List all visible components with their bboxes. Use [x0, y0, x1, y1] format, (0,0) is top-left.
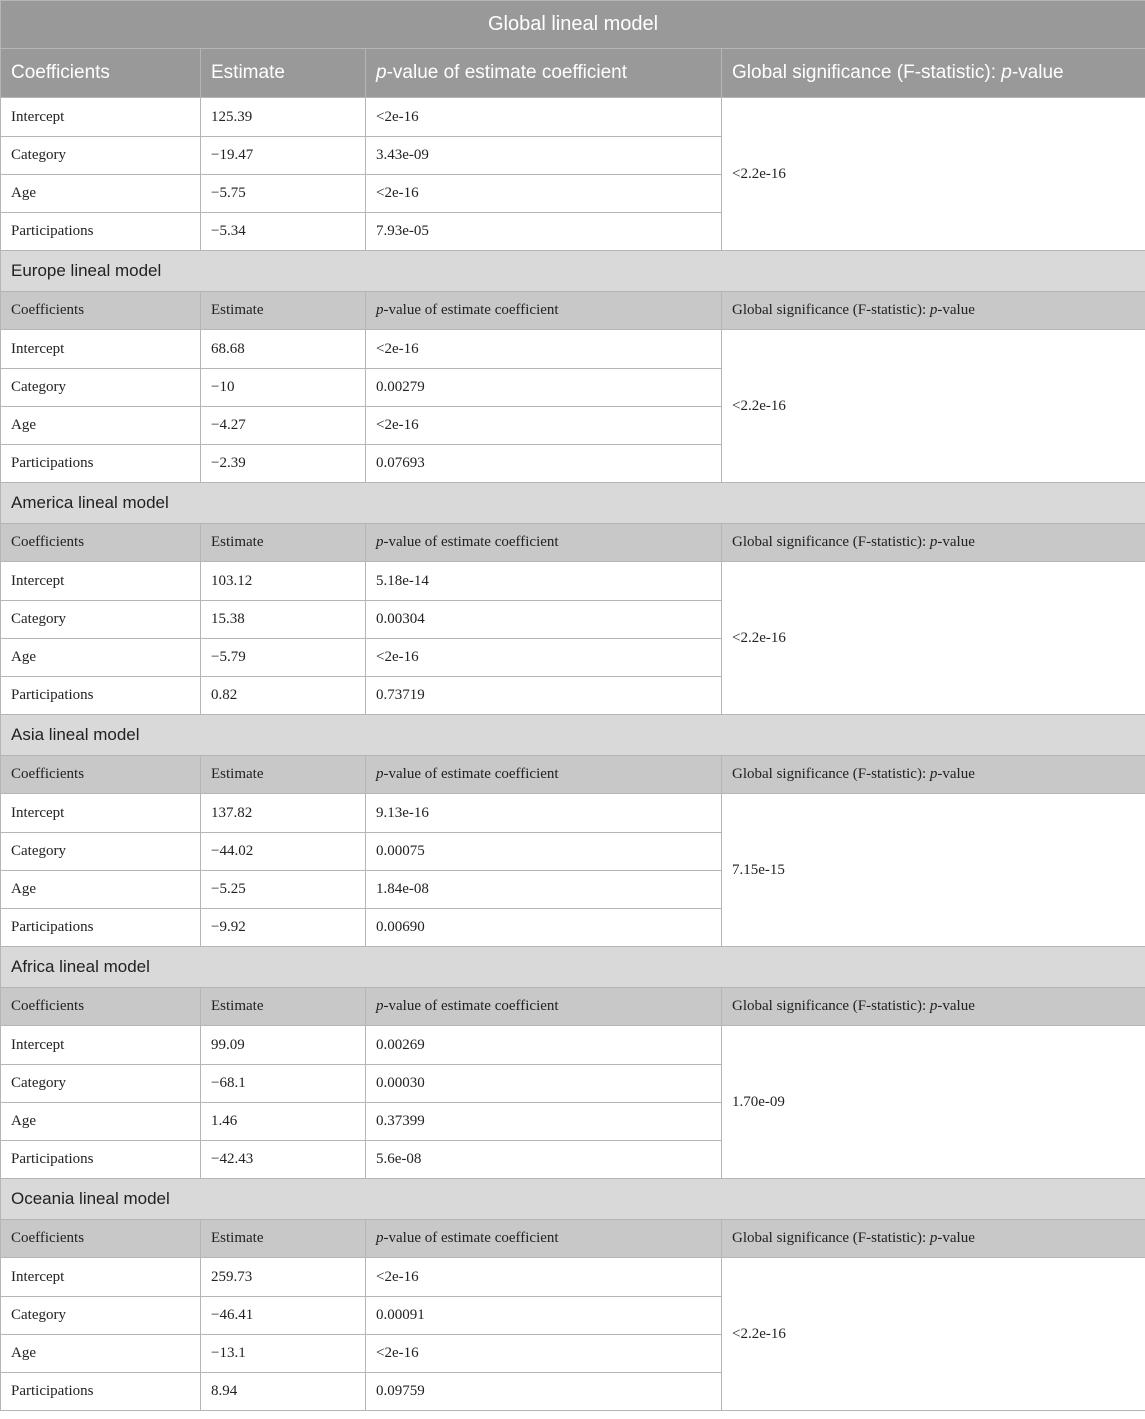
cell-pvalue: 1.84e-08: [366, 871, 722, 909]
section-title: Africa lineal model: [1, 947, 1145, 988]
header-pvalue: [366, 988, 722, 1026]
cell-coefficient: Participations: [1, 1373, 201, 1411]
header-coefficients: Coefficients: [1, 524, 201, 562]
header-pvalue-text: -value of estimate coefficient: [383, 534, 559, 550]
header-pvalue: [366, 1220, 722, 1258]
cell-coefficient: Age: [1, 1103, 201, 1141]
header-coefficients: Coefficients: [1, 988, 201, 1026]
header-global-p: p: [929, 766, 938, 782]
column-header-row: [1, 524, 1145, 562]
cell-coefficient: Category: [1, 833, 201, 871]
header-estimate: Estimate: [201, 988, 366, 1026]
cell-coefficient: Intercept: [1, 330, 201, 369]
cell-coefficient: Participations: [1, 677, 201, 715]
cell-estimate: −5.34: [201, 213, 366, 251]
cell-global-pvalue: <2.2e-16: [722, 98, 1145, 251]
header-pvalue-text: -value of estimate coefficient: [383, 302, 559, 318]
header-global-suffix: -value: [937, 766, 975, 782]
header-global-significance: [722, 49, 1145, 98]
cell-estimate: 0.82: [201, 677, 366, 715]
cell-pvalue: 0.07693: [366, 445, 722, 483]
cell-coefficient: Category: [1, 601, 201, 639]
cell-estimate: 1.46: [201, 1103, 366, 1141]
header-pvalue-p: p: [376, 998, 384, 1014]
header-pvalue: [366, 524, 722, 562]
table-row: [1, 794, 1145, 833]
cell-pvalue: 0.00279: [366, 369, 722, 407]
cell-pvalue: 0.00304: [366, 601, 722, 639]
header-coefficients: Coefficients: [1, 1220, 201, 1258]
header-global-suffix: -value: [937, 534, 975, 550]
cell-pvalue: 0.00075: [366, 833, 722, 871]
header-estimate: Estimate: [201, 756, 366, 794]
cell-coefficient: Category: [1, 1297, 201, 1335]
cell-estimate: 8.94: [201, 1373, 366, 1411]
header-global-p: p: [929, 998, 938, 1014]
header-global-text: Global significance (F-statistic):: [732, 62, 1002, 83]
header-pvalue: [366, 292, 722, 330]
cell-global-pvalue: 1.70e-09: [722, 1026, 1145, 1179]
cell-pvalue: 9.13e-16: [366, 794, 722, 833]
table-title: Global lineal model: [1, 1, 1145, 49]
cell-estimate: −9.92: [201, 909, 366, 947]
section-title-row: [1, 1179, 1145, 1220]
header-global-p: p: [929, 302, 938, 318]
header-pvalue-p: p: [376, 1230, 384, 1246]
cell-estimate: 125.39: [201, 98, 366, 137]
header-pvalue-p: p: [376, 534, 384, 550]
header-estimate: Estimate: [201, 292, 366, 330]
cell-pvalue: 5.6e-08: [366, 1141, 722, 1179]
header-global-suffix: -value: [937, 302, 975, 318]
header-pvalue-p: p: [376, 766, 384, 782]
header-pvalue-p: p: [376, 62, 387, 83]
column-header-row: [1, 292, 1145, 330]
header-global-suffix: -value: [937, 1230, 975, 1246]
cell-estimate: −10: [201, 369, 366, 407]
header-pvalue: [366, 49, 722, 98]
cell-coefficient: Participations: [1, 1141, 201, 1179]
header-estimate: Estimate: [201, 49, 366, 98]
cell-estimate: −19.47: [201, 137, 366, 175]
cell-pvalue: 3.43e-09: [366, 137, 722, 175]
cell-coefficient: Category: [1, 137, 201, 175]
header-global-p: p: [929, 534, 938, 550]
section-title-row: [1, 715, 1145, 756]
section-title-row: [1, 483, 1145, 524]
cell-coefficient: Age: [1, 639, 201, 677]
cell-coefficient: Age: [1, 1335, 201, 1373]
cell-estimate: −46.41: [201, 1297, 366, 1335]
cell-coefficient: Intercept: [1, 98, 201, 137]
header-pvalue-text: -value of estimate coefficient: [383, 1230, 559, 1246]
column-header-row: [1, 756, 1145, 794]
header-pvalue: [366, 756, 722, 794]
cell-estimate: −13.1: [201, 1335, 366, 1373]
cell-estimate: −68.1: [201, 1065, 366, 1103]
cell-pvalue: 7.93e-05: [366, 213, 722, 251]
cell-estimate: 259.73: [201, 1258, 366, 1297]
table-row: [1, 562, 1145, 601]
cell-estimate: −2.39: [201, 445, 366, 483]
table-row: [1, 1026, 1145, 1065]
header-global-significance: [722, 524, 1145, 562]
table-row: [1, 330, 1145, 369]
cell-coefficient: Participations: [1, 909, 201, 947]
header-pvalue-text: -value of estimate coefficient: [383, 998, 559, 1014]
header-coefficients: Coefficients: [1, 49, 201, 98]
cell-estimate: −4.27: [201, 407, 366, 445]
cell-coefficient: Intercept: [1, 1026, 201, 1065]
cell-estimate: 99.09: [201, 1026, 366, 1065]
header-pvalue-text: -value of estimate coefficient: [383, 766, 559, 782]
cell-pvalue: 0.00690: [366, 909, 722, 947]
cell-pvalue: <2e-16: [366, 1335, 722, 1373]
cell-coefficient: Intercept: [1, 1258, 201, 1297]
cell-pvalue: 0.09759: [366, 1373, 722, 1411]
section-title: Oceania lineal model: [1, 1179, 1145, 1220]
section-title-row: [1, 251, 1145, 292]
cell-estimate: −42.43: [201, 1141, 366, 1179]
section-title: America lineal model: [1, 483, 1145, 524]
section-title: Asia lineal model: [1, 715, 1145, 756]
cell-coefficient: Age: [1, 175, 201, 213]
cell-pvalue: <2e-16: [366, 407, 722, 445]
cell-coefficient: Participations: [1, 213, 201, 251]
header-global-p: p: [1001, 62, 1012, 83]
cell-pvalue: 0.73719: [366, 677, 722, 715]
cell-global-pvalue: <2.2e-16: [722, 562, 1145, 715]
column-header-row: [1, 988, 1145, 1026]
column-header-row: [1, 1220, 1145, 1258]
header-global-suffix: -value: [937, 998, 975, 1014]
cell-pvalue: <2e-16: [366, 98, 722, 137]
header-global-text: Global significance (F-statistic):: [732, 1230, 930, 1246]
cell-estimate: −5.75: [201, 175, 366, 213]
header-estimate: Estimate: [201, 1220, 366, 1258]
cell-estimate: −5.25: [201, 871, 366, 909]
cell-pvalue: <2e-16: [366, 175, 722, 213]
cell-coefficient: Age: [1, 407, 201, 445]
cell-global-pvalue: 7.15e-15: [722, 794, 1145, 947]
cell-pvalue: 0.00091: [366, 1297, 722, 1335]
cell-coefficient: Category: [1, 369, 201, 407]
cell-coefficient: Age: [1, 871, 201, 909]
cell-estimate: −5.79: [201, 639, 366, 677]
header-pvalue-p: p: [376, 302, 384, 318]
header-global-text: Global significance (F-statistic):: [732, 302, 930, 318]
header-global-text: Global significance (F-statistic):: [732, 534, 930, 550]
header-estimate: Estimate: [201, 524, 366, 562]
header-global-text: Global significance (F-statistic):: [732, 998, 930, 1014]
header-coefficients: Coefficients: [1, 292, 201, 330]
header-global-suffix: -value: [1011, 62, 1064, 83]
header-global-significance: [722, 756, 1145, 794]
cell-coefficient: Participations: [1, 445, 201, 483]
table-title-row: [1, 1, 1145, 49]
cell-global-pvalue: <2.2e-16: [722, 1258, 1145, 1411]
cell-pvalue: 5.18e-14: [366, 562, 722, 601]
cell-estimate: 68.68: [201, 330, 366, 369]
header-coefficients: Coefficients: [1, 756, 201, 794]
cell-estimate: −44.02: [201, 833, 366, 871]
cell-coefficient: Intercept: [1, 562, 201, 601]
cell-pvalue: <2e-16: [366, 639, 722, 677]
cell-pvalue: <2e-16: [366, 330, 722, 369]
section-title: Europe lineal model: [1, 251, 1145, 292]
cell-pvalue: 0.00269: [366, 1026, 722, 1065]
cell-estimate: 15.38: [201, 601, 366, 639]
cell-estimate: 103.12: [201, 562, 366, 601]
table-row: [1, 1258, 1145, 1297]
cell-coefficient: Intercept: [1, 794, 201, 833]
cell-pvalue: <2e-16: [366, 1258, 722, 1297]
header-global-significance: [722, 292, 1145, 330]
header-global-significance: [722, 1220, 1145, 1258]
cell-coefficient: Category: [1, 1065, 201, 1103]
cell-pvalue: 0.37399: [366, 1103, 722, 1141]
cell-global-pvalue: <2.2e-16: [722, 330, 1145, 483]
header-global-significance: [722, 988, 1145, 1026]
column-header-row: [1, 49, 1145, 98]
cell-estimate: 137.82: [201, 794, 366, 833]
section-title-row: [1, 947, 1145, 988]
header-global-text: Global significance (F-statistic):: [732, 766, 930, 782]
cell-pvalue: 0.00030: [366, 1065, 722, 1103]
header-global-p: p: [929, 1230, 938, 1246]
table-row: [1, 98, 1145, 137]
header-pvalue-text: -value of estimate coefficient: [386, 62, 628, 83]
